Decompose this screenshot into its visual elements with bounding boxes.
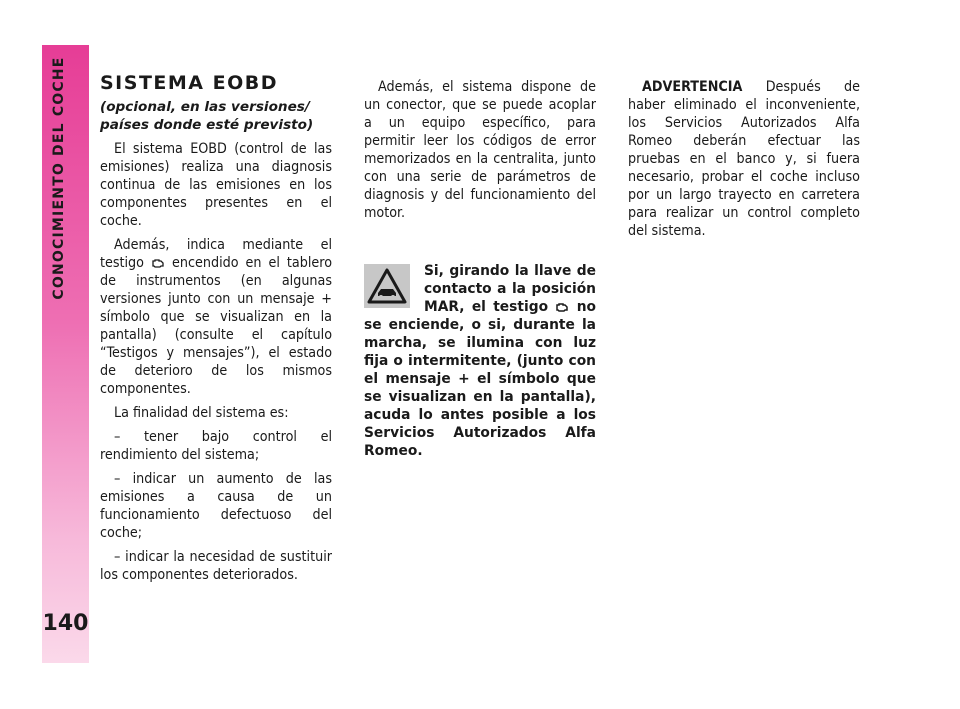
paragraph: La finalidad del sistema es:	[114, 405, 289, 421]
section-subtitle: (opcional, en las versiones/ países donde esté previsto)	[100, 99, 314, 133]
column-1	[100, 74, 332, 590]
paragraph: Además, el sistema dispone de un conector, que se puede acoplar a un equipo específico, para permitir leer los códigos de error memorizados en la centralita, junto con una serie de parámetros de diagnosis y del funcionamiento del motor.	[364, 79, 596, 221]
paragraph: Además, indica mediante el testigo encendido en el tablero de instrumentos (en algunas versiones junto con un mensaje + símbolo que se visualizan en la pantalla) (consulte el capítulo “Testigos y mensajes”), el estado de deterioro de los mismos componentes.	[100, 237, 332, 397]
paragraph: El sistema EOBD (control de las emisiones) realiza una diagnosis continua de las emisiones en los componentes presentes en el coche.	[100, 141, 332, 229]
advertencia-label: ADVERTENCIA	[642, 79, 743, 95]
paragraph: – tener bajo control el rendimiento del sistema;	[100, 429, 332, 463]
page-number: 140	[42, 611, 89, 636]
column-3	[628, 78, 860, 246]
chapter-title: CONOCIMIENTO DEL COCHE	[51, 56, 67, 300]
engine-warning-icon	[151, 258, 165, 269]
warning-triangle-car-icon	[364, 264, 410, 308]
section-title: SISTEMA EOBD	[100, 72, 278, 94]
warning-text: Si, girando la llave de contacto a la posición MAR, el testigo	[424, 263, 596, 315]
paragraph: – indicar un aumento de las emisiones a causa de un funcionamiento defectuoso del coche;	[100, 471, 332, 541]
advertencia-paragraph: ADVERTENCIA Después de haber eliminado el inconveniente, los Servicios Autorizados Alfa Romeo deberán efectuar las pruebas en el banco y, si fuera necesario, probar el coche incluso por un largo trayecto en carretera para realizar un control completo del sistema.	[628, 79, 860, 239]
column-2	[364, 78, 596, 228]
engine-warning-icon	[555, 302, 569, 313]
paragraph: – indicar la necesidad de sustituir los componentes deteriorados.	[100, 549, 332, 583]
warning-text: no se enciende, o si, durante la marcha, se ilumina con luz fija o intermitente, (junto con el mensaje + el símbolo que se visualizan en la pantalla), acuda lo antes posible a los Servicios Autorizados Alfa Romeo.	[364, 299, 596, 459]
warning-box	[364, 262, 596, 460]
